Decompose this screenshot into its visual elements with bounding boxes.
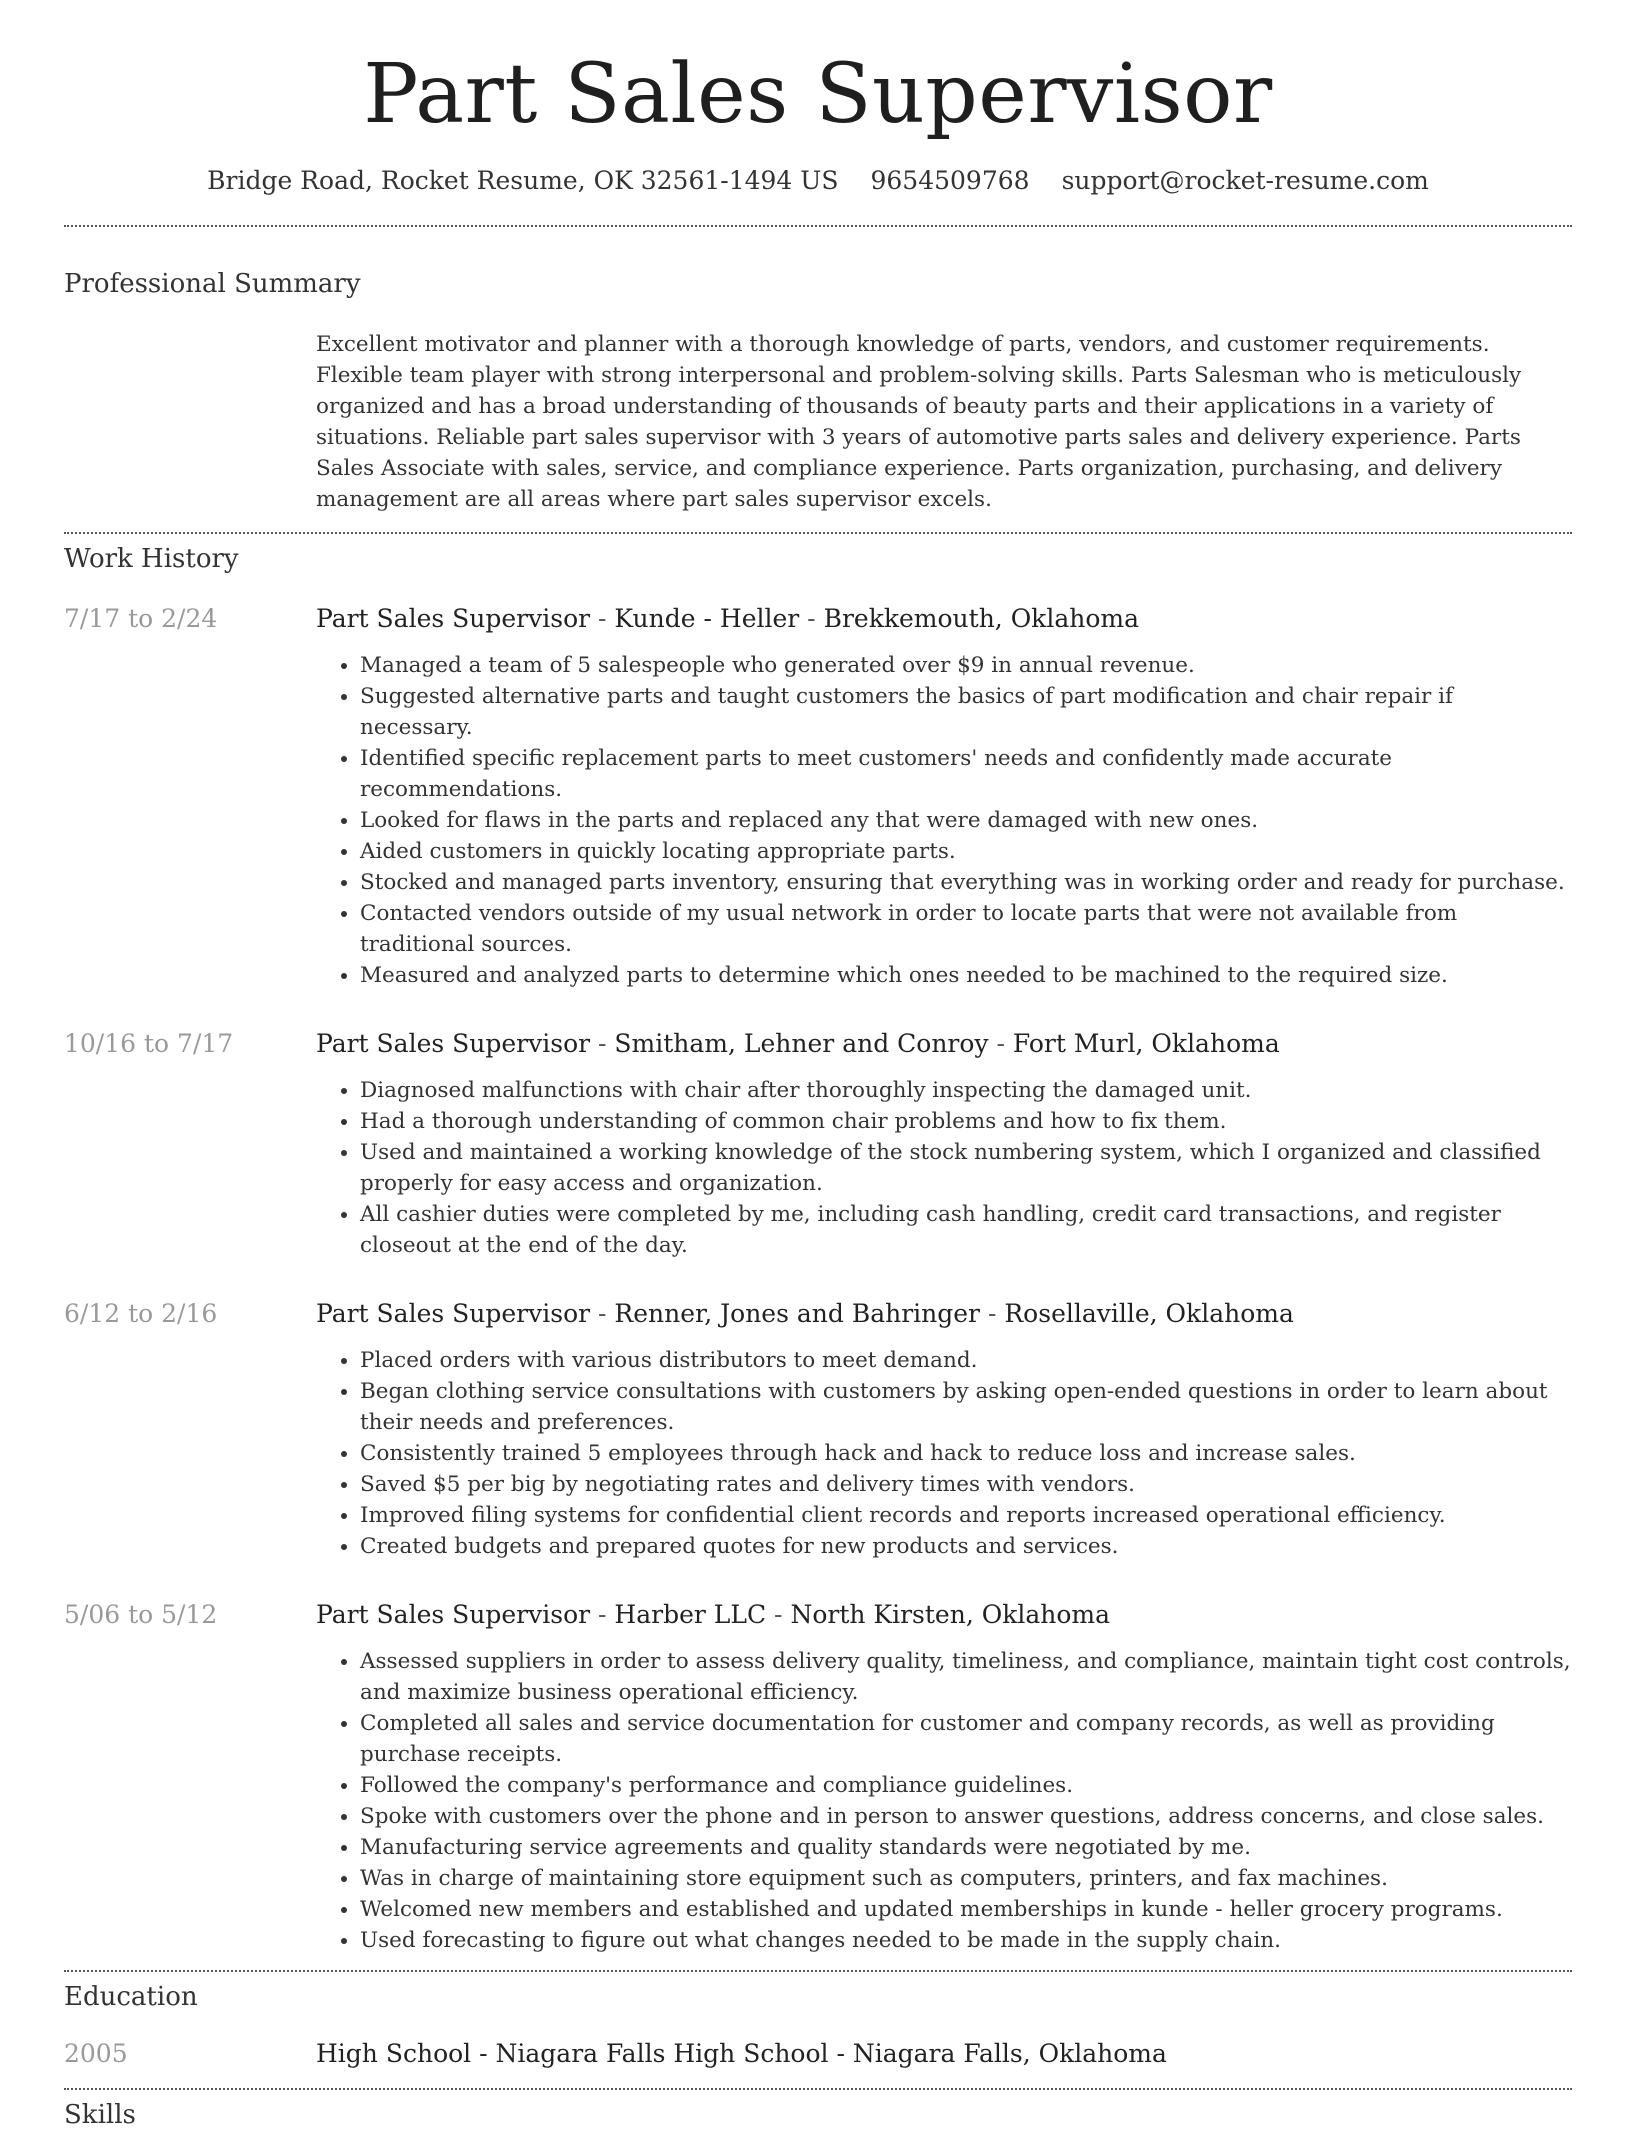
job-body: [316, 1027, 1572, 1261]
job-heading: [316, 1598, 1572, 1632]
bullet-item: • Consistently trained 5 employees through hack and hack to reduce loss and increase sales.: [360, 1438, 1572, 1469]
summary-title: Professional Summary: [64, 269, 361, 300]
bullet-item: • Followed the company's performance and compliance guidelines.: [360, 1770, 1572, 1801]
separator: -: [471, 2039, 496, 2069]
skills-section: [64, 2100, 1572, 2130]
bullet-item: • Used forecasting to figure out what changes needed to be made in the supply chain.: [360, 1925, 1572, 1956]
candidate-name: Part Sales Supervisor: [363, 47, 1273, 142]
job-location: Brekkemouth, Oklahoma: [823, 604, 1139, 634]
separator: -: [980, 1299, 1005, 1329]
job-heading: [316, 1027, 1572, 1061]
education-degree: High School: [316, 2039, 472, 2069]
education-year: 2005: [64, 2039, 128, 2069]
contact-line: [64, 166, 1572, 195]
job-dates: 10/16 to 7/17: [64, 1029, 234, 1059]
bullet-item: • Assessed suppliers in order to assess delivery quality, timeliness, and compliance, maintain tight cost controls, and maximize business operational efficiency.: [360, 1646, 1572, 1708]
job-entry: [64, 1598, 1572, 1970]
bullet-item: • Suggested alternative parts and taught customers the basics of part modification and chair repair if necessary.: [360, 681, 1572, 743]
bullet-item: • Manufacturing service agreements and quality standards were negotiated by me.: [360, 1832, 1572, 1863]
job-entry: [64, 1297, 1572, 1562]
bullet-item: • Aided customers in quickly locating appropriate parts.: [360, 836, 1572, 867]
bullet-item: • Began clothing service consultations with customers by asking open-ended questions in order to learn about their needs and preferences.: [360, 1376, 1572, 1438]
job-heading: [316, 602, 1572, 636]
bullet-item: • Had a thorough understanding of common chair problems and how to fix them.: [360, 1106, 1572, 1137]
bullet-item: • Was in charge of maintaining store equipment such as computers, printers, and fax machines.: [360, 1863, 1572, 1894]
bullet-item: • Used and maintained a working knowledge of the stock numbering system, which I organized and classified properly for easy access and organization.: [360, 1137, 1572, 1199]
contact-phone: 9654509768: [870, 166, 1030, 196]
job-company: Kunde - Heller: [614, 604, 800, 634]
section-divider: [64, 225, 1572, 227]
job-entry: [64, 602, 1572, 991]
job-dates: 6/12 to 2/16: [64, 1299, 218, 1329]
bullet-item: • Welcomed new members and established and updated memberships in kunde - heller grocery programs.: [360, 1894, 1572, 1925]
education-section: [64, 1982, 1572, 2088]
bullet-item: • Diagnosed malfunctions with chair after thoroughly inspecting the damaged unit.: [360, 1075, 1572, 1106]
bullet-item: • Improved filing systems for confidential client records and reports increased operational efficiency.: [360, 1500, 1572, 1531]
bullet-item: • Placed orders with various distributors to meet demand.: [360, 1345, 1572, 1376]
education-school: Niagara Falls High School: [495, 2039, 829, 2069]
job-bullets: [316, 1646, 1572, 1956]
education-entry: [64, 2037, 1572, 2088]
job-bullets: [316, 1345, 1572, 1562]
separator: -: [766, 1600, 791, 1630]
separator: -: [590, 1299, 615, 1329]
skills-title: Skills: [64, 2100, 136, 2130]
job-role: Part Sales Supervisor: [316, 1029, 591, 1059]
jobs-list: [64, 602, 1572, 1970]
job-role: Part Sales Supervisor: [316, 604, 591, 634]
education-location: Niagara Falls, Oklahoma: [852, 2039, 1167, 2069]
job-entry: [64, 1027, 1572, 1261]
job-heading: [316, 1297, 1572, 1331]
separator: -: [799, 604, 824, 634]
job-body: [316, 602, 1572, 991]
resume-page: [64, 0, 1572, 2130]
job-dates: 7/17 to 2/24: [64, 604, 218, 634]
section-divider: [64, 532, 1572, 534]
job-bullets: [316, 1075, 1572, 1261]
education-detail: [316, 2037, 1167, 2071]
bullet-item: • Looked for flaws in the parts and replaced any that were damaged with new ones.: [360, 805, 1572, 836]
bullet-item: • Measured and analyzed parts to determine which ones needed to be machined to the required size.: [360, 960, 1572, 991]
job-body: [316, 1297, 1572, 1562]
bullet-item: • Spoke with customers over the phone and in person to answer questions, address concerns, and close sales.: [360, 1801, 1572, 1832]
job-location: Rosellaville, Oklahoma: [1004, 1299, 1294, 1329]
bullet-item: • Created budgets and prepared quotes for new products and services.: [360, 1531, 1572, 1562]
summary-section: [64, 269, 1572, 532]
bullet-item: • Identified specific replacement parts to meet customers' needs and confidently made accurate recommendations.: [360, 743, 1572, 805]
bullet-item: • Managed a team of 5 salespeople who generated over $9 in annual revenue.: [360, 650, 1572, 681]
job-dates: 5/06 to 5/12: [64, 1600, 218, 1630]
resume-header: [64, 0, 1572, 195]
bullet-item: • All cashier duties were completed by me, including cash handling, credit card transactions, and register closeout at the end of the day.: [360, 1199, 1572, 1261]
separator: -: [988, 1029, 1013, 1059]
job-company: Renner, Jones and Bahringer: [614, 1299, 981, 1329]
separator: -: [590, 604, 615, 634]
job-role: Part Sales Supervisor: [316, 1299, 591, 1329]
education-title: Education: [64, 1982, 198, 2013]
bullet-item: • Completed all sales and service documentation for customer and company records, as well as providing purchase receipts.: [360, 1708, 1572, 1770]
job-body: [316, 1598, 1572, 1956]
job-bullets: [316, 650, 1572, 991]
contact-email: support@rocket-resume.com: [1061, 166, 1429, 196]
job-role: Part Sales Supervisor: [316, 1600, 591, 1630]
separator: -: [590, 1029, 615, 1059]
separator: -: [590, 1600, 615, 1630]
section-divider: [64, 1970, 1572, 1972]
job-company: Smitham, Lehner and Conroy: [614, 1029, 989, 1059]
bullet-item: • Contacted vendors outside of my usual network in order to locate parts that were not available from traditional sources.: [360, 898, 1572, 960]
separator: -: [828, 2039, 853, 2069]
job-location: Fort Murl, Oklahoma: [1012, 1029, 1280, 1059]
contact-address: Bridge Road, Rocket Resume, OK 32561-1494 US: [207, 166, 839, 196]
work-history-title: Work History: [64, 544, 239, 575]
section-divider: [64, 2088, 1572, 2090]
summary-text: Excellent motivator and planner with a thorough knowledge of parts, vendors, and customer requirements. Flexible team player with strong interpersonal and problem-solving skills. Parts Salesman who is meticulously organized and has a broad understanding of thousands of beauty parts and their applications in a variety of situations. Reliable part sales supervisor with 3 years of automotive parts sales and delivery experience. Parts Sales Associate with sales, service, and compliance experience. Parts organization, purchasing, and delivery management are all areas where part sales supervisor excels.: [316, 332, 1522, 513]
job-company: Harber LLC: [614, 1600, 767, 1630]
work-history-section: [64, 544, 1572, 1970]
bullet-item: • Saved $5 per big by negotiating rates and delivery times with vendors.: [360, 1469, 1572, 1500]
job-location: North Kirsten, Oklahoma: [790, 1600, 1111, 1630]
bullet-item: • Stocked and managed parts inventory, ensuring that everything was in working order and ready for purchase.: [360, 867, 1572, 898]
